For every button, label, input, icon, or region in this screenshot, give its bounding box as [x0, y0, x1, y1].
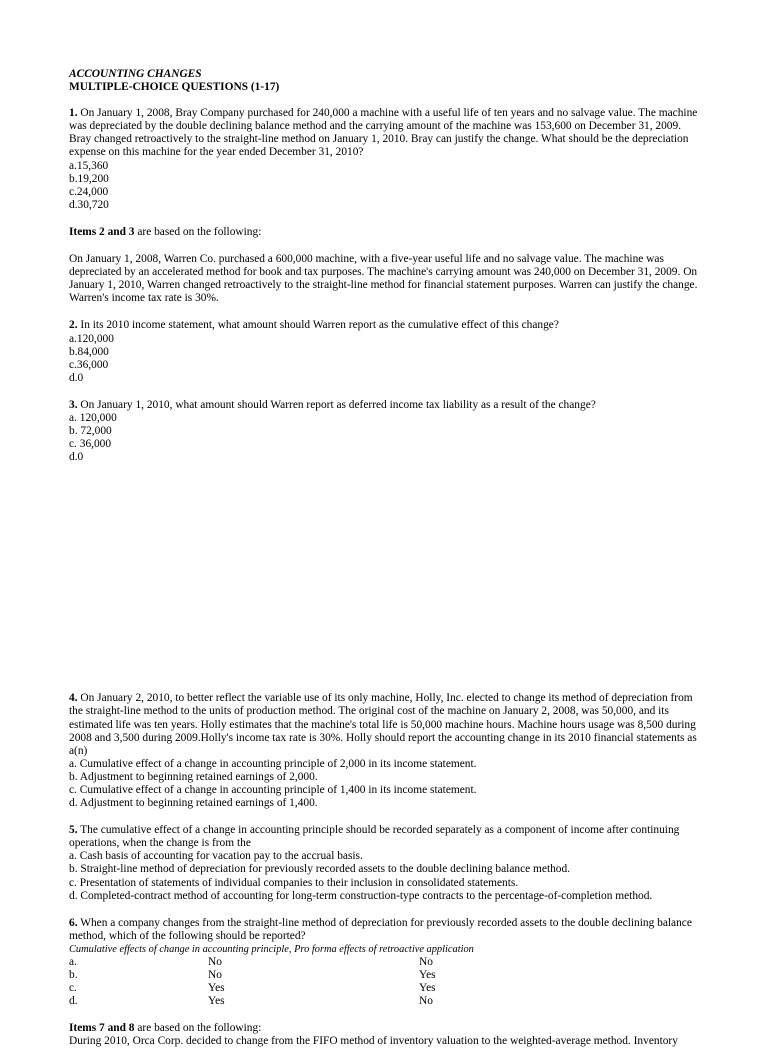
question-number: 1.	[69, 107, 78, 120]
document-title: ACCOUNTING CHANGES	[69, 68, 202, 80]
question-4	[69, 692, 699, 810]
question-1-stem	[69, 107, 699, 159]
option: b. Straight-line method of depreciation for previously recorded assets to the double declining balance method.	[69, 863, 571, 876]
row-col1: Yes	[208, 982, 225, 995]
row-letter: b.	[69, 969, 78, 982]
answer-row	[69, 982, 699, 995]
question-number: 5.	[69, 824, 78, 837]
option: a.120,000	[69, 332, 114, 345]
row-letter: d.	[69, 995, 78, 1008]
row-col2: No	[419, 995, 433, 1008]
question-2	[69, 319, 699, 384]
question-6	[69, 917, 699, 1008]
blank-space	[69, 464, 699, 692]
row-col2: No	[419, 956, 433, 969]
items-2-3-intro	[69, 226, 699, 239]
option: c. Presentation of statements of individual companies to their inclusion in consolidated statements.	[69, 876, 519, 889]
answer-table-header: Cumulative effects of change in accounting principle, Pro forma effects of retroactive application	[69, 943, 474, 955]
question-number: 3.	[69, 398, 78, 411]
row-col2: Yes	[419, 969, 436, 982]
document-subtitle: MULTIPLE-CHOICE QUESTIONS (1-17)	[69, 81, 280, 94]
option: c. 36,000	[69, 438, 112, 451]
question-4-stem	[69, 692, 699, 757]
items-label: Items 2 and 3	[69, 225, 135, 238]
option: a. 120,000	[69, 411, 117, 424]
question-6-stem	[69, 917, 699, 943]
option: d. Completed-contract method of accounting for long-term construction-type contracts to the percentage-of-completion method.	[69, 889, 653, 902]
option: a. Cash basis of accounting for vacation pay to the accrual basis.	[69, 850, 363, 863]
question-5-stem	[69, 824, 699, 850]
option: c. Cumulative effect of a change in accounting principle of 1,400 in its income statement.	[69, 784, 477, 796]
option: c.36,000	[69, 358, 109, 371]
question-number: 6.	[69, 916, 78, 929]
question-2-stem	[69, 319, 699, 332]
row-col1: Yes	[208, 995, 225, 1008]
row-letter: a.	[69, 956, 77, 969]
row-col1: No	[208, 956, 222, 969]
option: d. Adjustment to beginning retained earnings of 1,400.	[69, 797, 318, 810]
document-body	[69, 68, 699, 1048]
question-text: On January 2, 2010, to better reflect the variable use of its only machine, Holly, Inc. elected to change its method of depreciation from the straight-line method to the units of production method. The original cost of the machine on January 2, 2008, was 50,000, and its estimated life was ten years. Holly estimates that the machine's total life is 50,000 machine hours. Machine hours usage was 8,500 during 2008 and 3,500 during 2009.Holly's income tax rate is 30%. Holly should report the accounting change in its 2010 financial statements as a(n)	[69, 692, 697, 757]
option: b.19,200	[69, 172, 109, 185]
row-col1: No	[208, 969, 222, 982]
answer-row	[69, 995, 699, 1008]
items-label: Items 7 and 8	[69, 1022, 135, 1035]
question-number: 4.	[69, 692, 78, 705]
option: c.24,000	[69, 185, 109, 198]
option: b. 72,000	[69, 425, 112, 438]
option: d.0	[69, 451, 84, 464]
answer-row	[69, 969, 699, 982]
question-3	[69, 399, 699, 464]
question-text: On January 1, 2008, Bray Company purchased for 240,000 a machine with a useful life of ten years and no salvage value. The machine was depreciated by the double declining balance method and the carrying amount of the machine was 153,600 on December 31, 2009. Bray changed retroactively to the straight-line method on January 1, 2010. Bray can justify the change. What should be the depreciation expense on this machine for the year ended December 31, 2010?	[69, 107, 698, 159]
option: d.0	[69, 371, 84, 384]
items-7-8-passage: During 2010, Orca Corp. decided to change from the FIFO method of inventory valuation to the weighted-average method. Inventory	[69, 1035, 678, 1048]
question-text: On January 1, 2010, what amount should Warren report as deferred income tax liability as a result of the change?	[80, 398, 596, 411]
question-text: The cumulative effect of a change in accounting principle should be recorded separately as a component of income after continuing operations, when the change is from the	[69, 824, 680, 850]
row-letter: c.	[69, 982, 77, 995]
question-1	[69, 107, 699, 212]
option: a. Cumulative effect of a change in accounting principle of 2,000 in its income statement.	[69, 757, 477, 770]
option: b. Adjustment to beginning retained earnings of 2,000.	[69, 770, 318, 783]
row-col2: Yes	[419, 982, 436, 995]
option: d.30,720	[69, 198, 109, 211]
question-3-stem	[69, 399, 699, 412]
items-2-3-passage: On January 1, 2008, Warren Co. purchased a 600,000 machine, with a five-year useful life and no salvage value. The machine was depreciated by an accelerated method for book and tax purposes. The machine's carrying amount was 240,000 on December 31, 2009. On January 1, 2010, Warren changed retroactively to the straight-line method for financial statement purposes. Warren can justify the change. Warren's income tax rate is 30%.	[69, 253, 698, 305]
option: a.15,360	[69, 159, 109, 172]
items-label-rest: are based on the following:	[134, 225, 262, 238]
answer-row	[69, 956, 699, 969]
question-text: When a company changes from the straight-line method of depreciation for previously recorded assets to the double declining balance method, which of the following should be reported?	[69, 916, 692, 942]
question-number: 2.	[69, 319, 78, 332]
question-5	[69, 824, 699, 903]
option: b.84,000	[69, 345, 109, 358]
question-text: In its 2010 income statement, what amount should Warren report as the cumulative effect of this change?	[80, 319, 559, 332]
items-label-rest: are based on the following:	[134, 1022, 262, 1035]
